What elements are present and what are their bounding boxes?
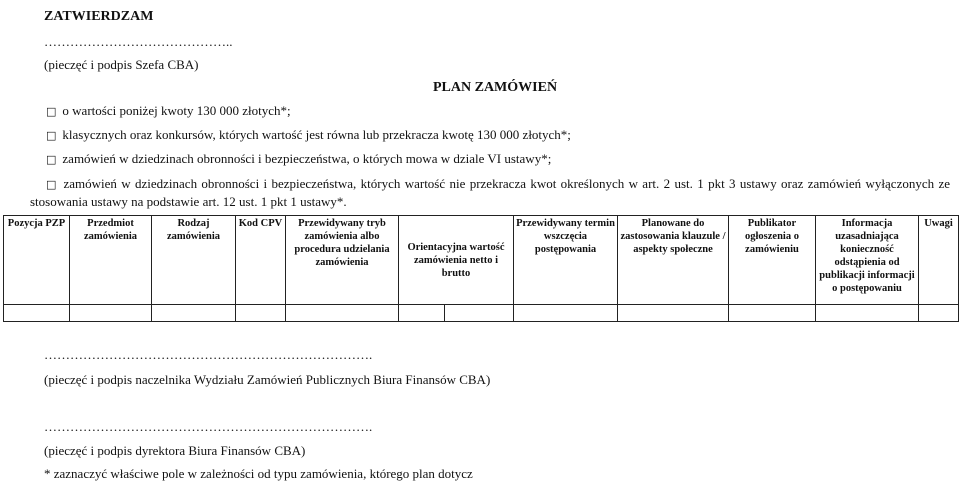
header-cpv: Kod CPV (236, 216, 286, 305)
header-social-clauses: Planowane do zastosowania klauzule / aspekty społeczne (618, 216, 729, 305)
signature-line: …………………………………………………………………. (44, 419, 373, 434)
option-label: zamówień w dziedzinach obronności i bezpieczeństwa, o których mowa w dziale VI ustawy*; (62, 151, 552, 166)
header-subject: Przedmiot zamówienia (70, 216, 152, 305)
approve-heading: ZATWIERDZAM (44, 9, 154, 24)
signature-caption-head: (pieczęć i podpis Szefa CBA) (44, 57, 199, 72)
signature-line: …………………………………….. (44, 34, 233, 49)
signature-caption-director: (pieczęć i podpis dyrektora Biura Finansów CBA) (44, 443, 306, 458)
header-position: Pozycja PZP (4, 216, 70, 305)
table-cell[interactable] (152, 305, 236, 322)
option-below-threshold[interactable] (46, 103, 291, 119)
checkbox-icon[interactable]: □ (46, 153, 57, 166)
option-label: klasycznych oraz konkursów, których wartość jest równa lub przekracza kwotę 130 000 złotych*; (62, 127, 571, 142)
table-cell[interactable] (70, 305, 152, 322)
signature-line: …………………………………………………………………. (44, 347, 373, 362)
table-cell[interactable] (399, 305, 514, 322)
checkbox-icon[interactable]: □ (46, 129, 57, 142)
plan-table (3, 215, 959, 322)
header-procedure: Przewidywany tryb zamówienia albo procedura udzielania zamówienia (286, 216, 399, 305)
option-defense[interactable] (46, 151, 551, 167)
value-net-cell[interactable] (399, 305, 445, 321)
header-justification: Informacja uzasadniająca konieczność odstąpienia od publikacji informacji o postępowaniu (816, 216, 919, 305)
header-type: Rodzaj zamówienia (152, 216, 236, 305)
table-header-row (4, 216, 959, 305)
header-notes: Uwagi (919, 216, 959, 305)
option-classic[interactable] (46, 127, 571, 143)
table-cell[interactable] (729, 305, 816, 322)
table-cell[interactable] (816, 305, 919, 322)
option-label: zamówień w dziedzinach obronności i bezpieczeństwa, których wartość nie przekracza kwot określonych w art. 2 ust. 1 pkt 3 ustawy oraz zamówień wyłączonych ze stosowania ustawy na podstawie art. 12 ust. 1 pkt 1 ustawy*. (30, 176, 950, 209)
checkbox-icon[interactable]: □ (46, 105, 57, 118)
header-start-date: Przewidywany termin wszczęcia postępowania (514, 216, 618, 305)
checkbox-icon[interactable]: □ (46, 178, 58, 191)
header-publisher: Publikator ogłoszenia o zamówieniu (729, 216, 816, 305)
table-cell[interactable] (514, 305, 618, 322)
value-gross-cell[interactable] (445, 305, 513, 321)
signature-caption-head-of-division: (pieczęć i podpis naczelnika Wydziału Zamówień Publicznych Biura Finansów CBA) (44, 372, 491, 387)
option-defense-excluded[interactable] (30, 175, 950, 210)
footnote: * zaznaczyć właściwe pole w zależności od typu zamówienia, którego plan dotycz (44, 466, 473, 481)
option-label: o wartości poniżej kwoty 130 000 złotych*; (62, 103, 291, 118)
table-cell[interactable] (919, 305, 959, 322)
table-cell[interactable] (4, 305, 70, 322)
table-cell[interactable] (286, 305, 399, 322)
table-cell[interactable] (236, 305, 286, 322)
header-value: Orientacyjna wartość zamówienia netto i brutto (399, 216, 514, 305)
page-title: PLAN ZAMÓWIEŃ (433, 80, 558, 95)
table-row (4, 305, 959, 322)
table-cell[interactable] (618, 305, 729, 322)
